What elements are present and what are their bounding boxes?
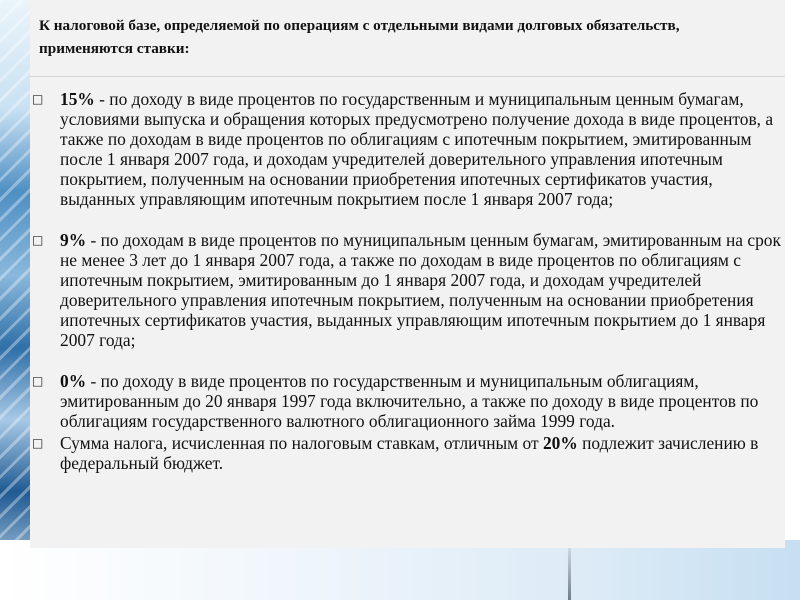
header-divider — [30, 76, 785, 77]
bullet-square-icon: □ — [32, 374, 44, 388]
budget-text-start: Сумма налога, исчисленная по налоговым ставкам, отличным от — [60, 433, 543, 453]
rate-value: 0% — [60, 371, 87, 391]
list-item-federal-budget — [32, 433, 782, 473]
rate-value: 9% — [60, 230, 87, 250]
bullet-square-icon: □ — [32, 233, 44, 247]
rates-list — [32, 89, 782, 473]
rate-value: 15% — [60, 89, 95, 109]
slide-header: К налоговой базе, определяемой по операциям с отдельными видами долговых обязательств, применяются ставки: — [39, 17, 680, 57]
rate-description: - по доходу в виде процентов по государственным и муниципальным облигациям, эмитированным до 20 января 1997 года включительно, а также по доходу в виде процентов по облигациям государственного валютного облигационного займа 1999 года. — [60, 371, 759, 431]
bullet-square-icon: □ — [32, 436, 44, 450]
list-item-rate-15 — [32, 89, 782, 209]
rate-description: - по доходу в виде процентов по государственным и муниципальным ценным бумагам, условиями выпуска и обращения которых предусмотрено получение дохода в виде процентов, а также по доходам в виде процентов по облигациям с ипотечным покрытием, эмитированным после 1 января 2007 года, и доходам учредителей доверительного управления ипотечным покрытием, полученным на основании приобретения ипотечных сертификатов участия, выданных управляющим ипотечным покрытием после 1 января 2007 года; — [60, 89, 774, 209]
budget-text-end: подлежит зачислению в федеральный бюджет. — [60, 433, 759, 473]
decorative-pillar — [568, 548, 571, 600]
background-bottom-gradient — [0, 540, 800, 600]
background-photo-strip — [0, 0, 30, 600]
rate-description: - по доходам в виде процентов по муниципальным ценным бумагам, эмитированным на срок не менее 3 лет до 1 января 2007 года, а также по доходам в виде процентов по облигациям с ипотечным покрытием, эмитированным до 1 января 2007 года, и доходам учредителей доверительного управления ипотечным покрытием, полученным на основании приобретения ипотечных сертификатов участия, выданных управляющим ипотечным покрытием до 1 января 2007 года; — [60, 230, 781, 350]
list-item-rate-9 — [32, 230, 782, 350]
bullet-square-icon: □ — [32, 92, 44, 106]
list-item-rate-0 — [32, 371, 782, 431]
rate-value: 20% — [542, 433, 578, 453]
